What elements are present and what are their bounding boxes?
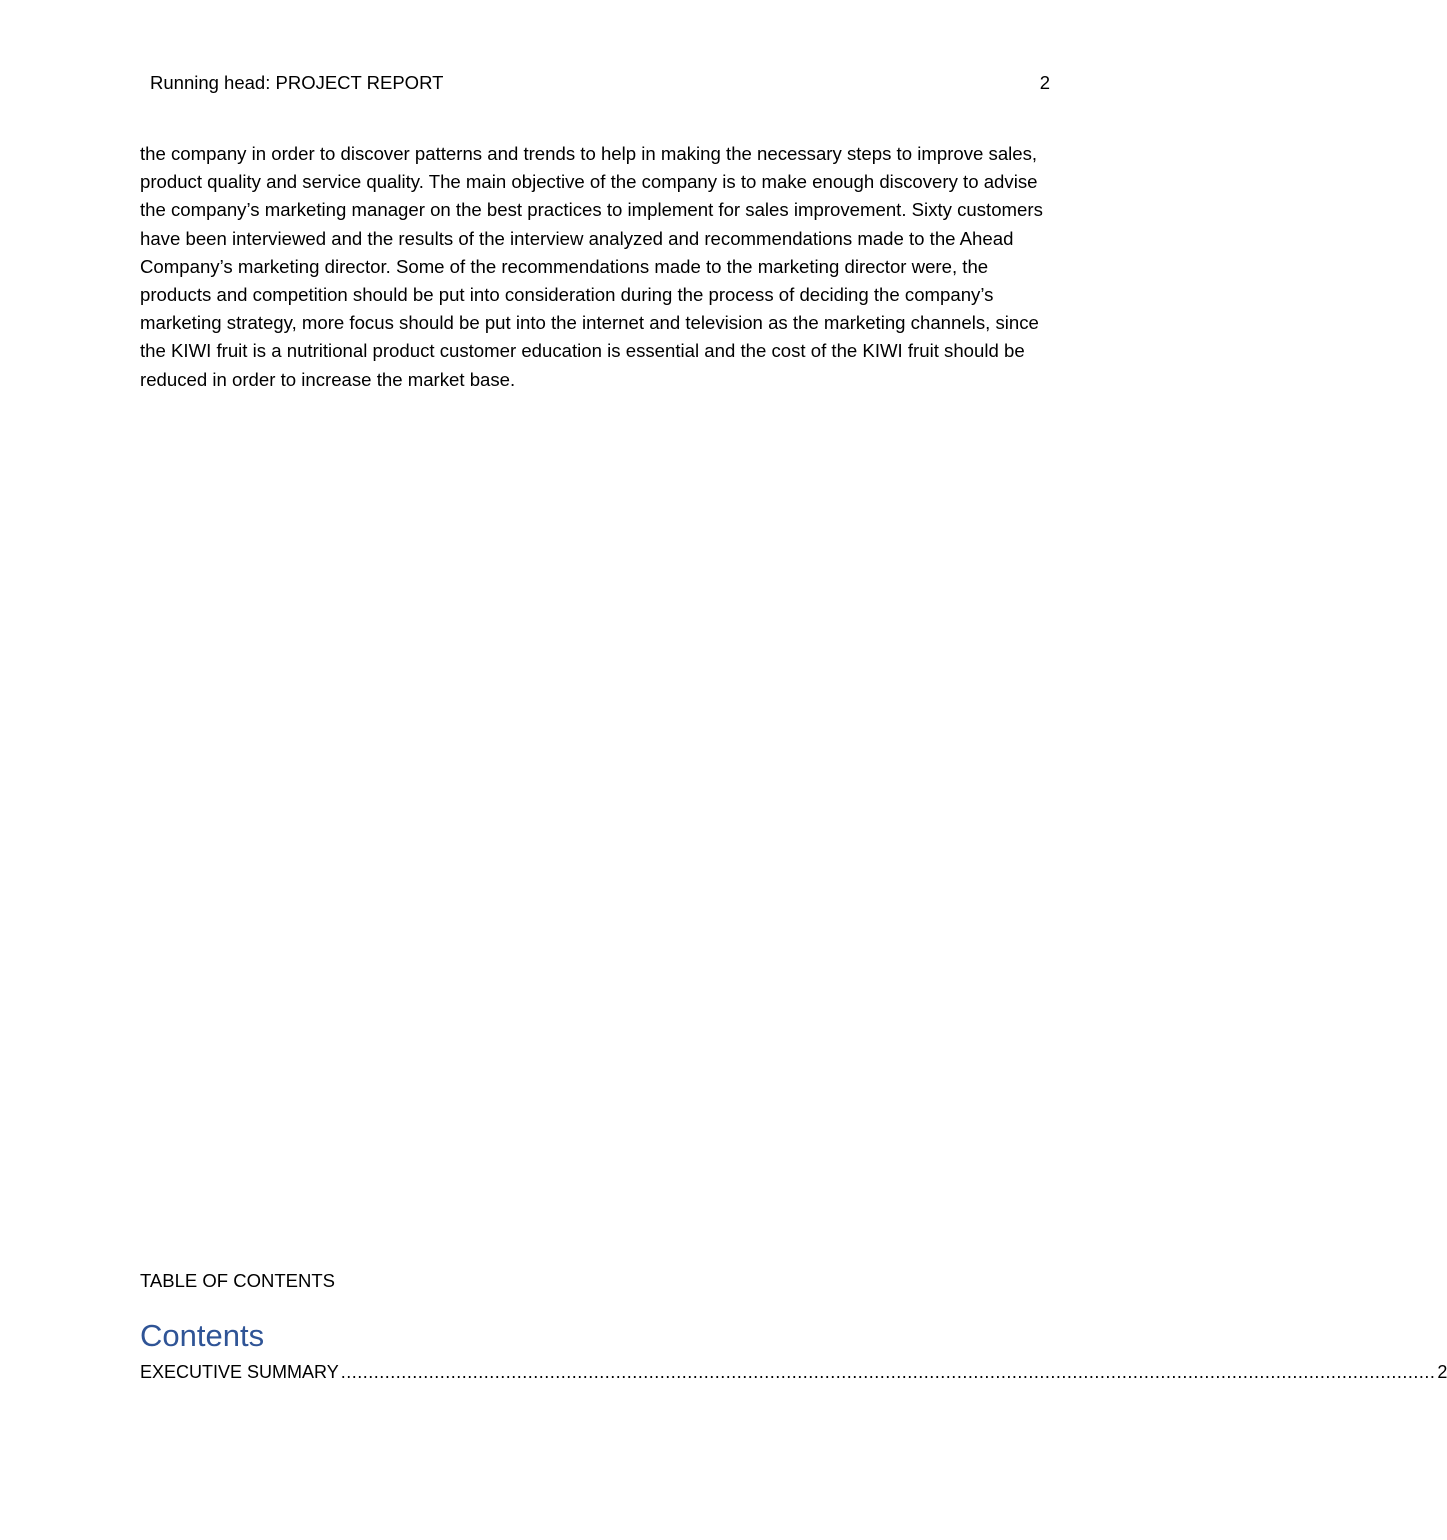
page-number: 2 bbox=[1039, 72, 1050, 93]
running-head: Running head: PROJECT REPORT bbox=[150, 72, 444, 93]
toc-dot-leader: ....................................................................................................................................................................................................... bbox=[340, 1362, 1436, 1382]
contents-heading: Contents bbox=[140, 1318, 265, 1353]
toc-entry[interactable] bbox=[140, 1362, 1447, 1386]
toc-entry-title: EXECUTIVE SUMMARY bbox=[140, 1362, 339, 1382]
toc-label: TABLE OF CONTENTS bbox=[140, 1270, 335, 1291]
body-paragraph: the company in order to discover patterns and trends to help in making the necessary steps to improve sales, product quality and service quality. The main objective of the company is to make enough discovery to advise the company’s marketing manager on the best practices to implement for sales improvement. Sixty customers have been interviewed and the results of the interview analyzed and recommendations made to the Ahead Company’s marketing director. Some of the recommendations made to the marketing director were, the products and competition should be put into consideration during the process of deciding the company’s marketing strategy, more focus should be put into the internet and television as the marketing channels, since the KIWI fruit is a nutritional product customer education is essential and the cost of the KIWI fruit should be reduced in order to increase the market base. bbox=[140, 143, 1043, 390]
page-header bbox=[150, 72, 1050, 96]
toc-entry-page: 2 bbox=[1437, 1362, 1447, 1382]
